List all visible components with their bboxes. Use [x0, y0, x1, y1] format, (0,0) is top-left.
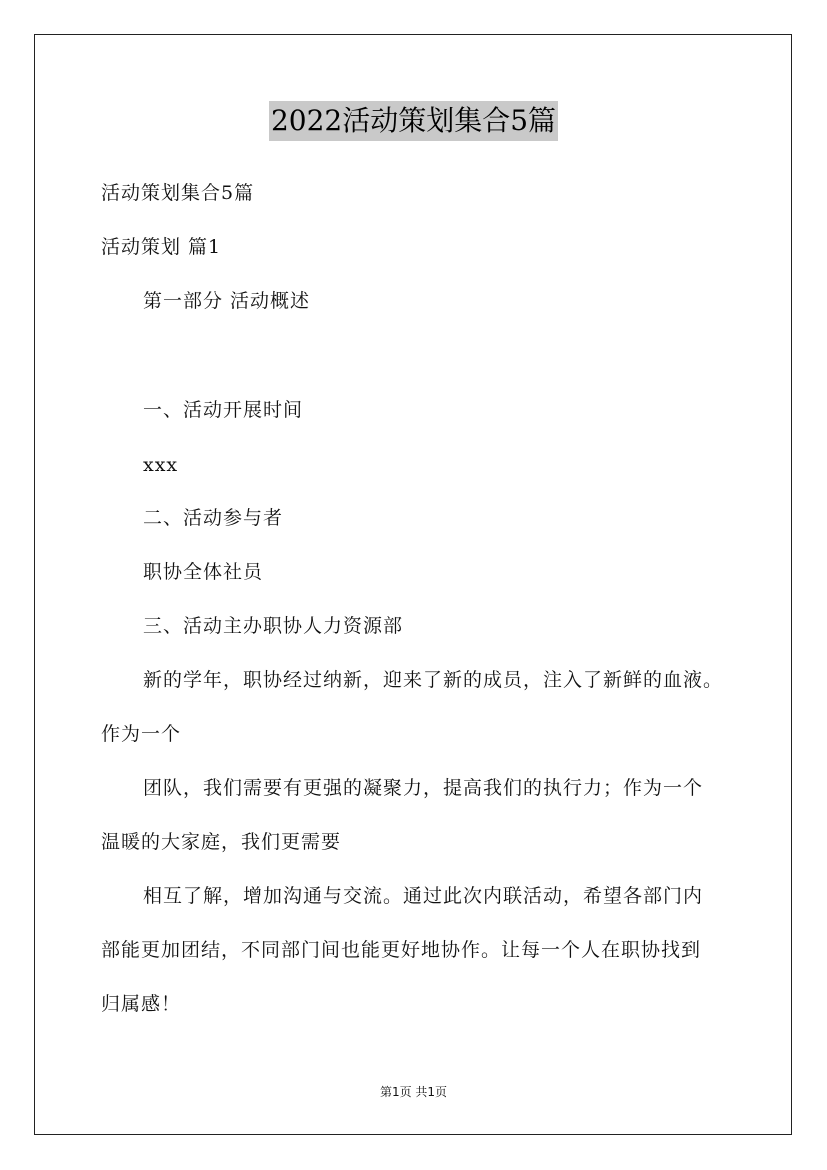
item-value-participants: 职协全体社员: [143, 561, 264, 583]
document-title: 2022活动策划集合5篇: [269, 101, 558, 141]
item-heading-organizer: 三、活动主办职协人力资源部: [143, 615, 404, 637]
body-paragraph-line: 团队，我们需要有更强的凝聚力，提高我们的执行力；作为一个: [143, 777, 704, 799]
part-heading: 第一部分 活动概述: [143, 290, 311, 312]
title-container: [0, 101, 827, 141]
body-paragraph-line: 归属感！: [101, 993, 182, 1015]
item-heading-participants: 二、活动参与者: [143, 507, 284, 529]
page-footer: 第1页 共1页: [379, 1085, 448, 1099]
section-heading: 活动策划 篇1: [101, 236, 222, 258]
body-paragraph-line: 温暖的大家庭，我们更需要: [101, 831, 342, 853]
body-paragraph-line: 作为一个: [101, 723, 182, 745]
body-paragraph-line: 相互了解，增加沟通与交流。通过此次内联活动，希望各部门内: [143, 885, 704, 907]
subtitle-line: 活动策划集合5篇: [101, 182, 255, 204]
body-paragraph-line: 部能更加团结，不同部门间也能更好地协作。让每一个人在职协找到: [101, 939, 702, 961]
item-value-time: xxx: [143, 454, 179, 476]
body-paragraph-line: 新的学年，职协经过纳新，迎来了新的成员，注入了新鲜的血液。: [143, 669, 724, 691]
item-heading-time: 一、活动开展时间: [143, 399, 304, 421]
